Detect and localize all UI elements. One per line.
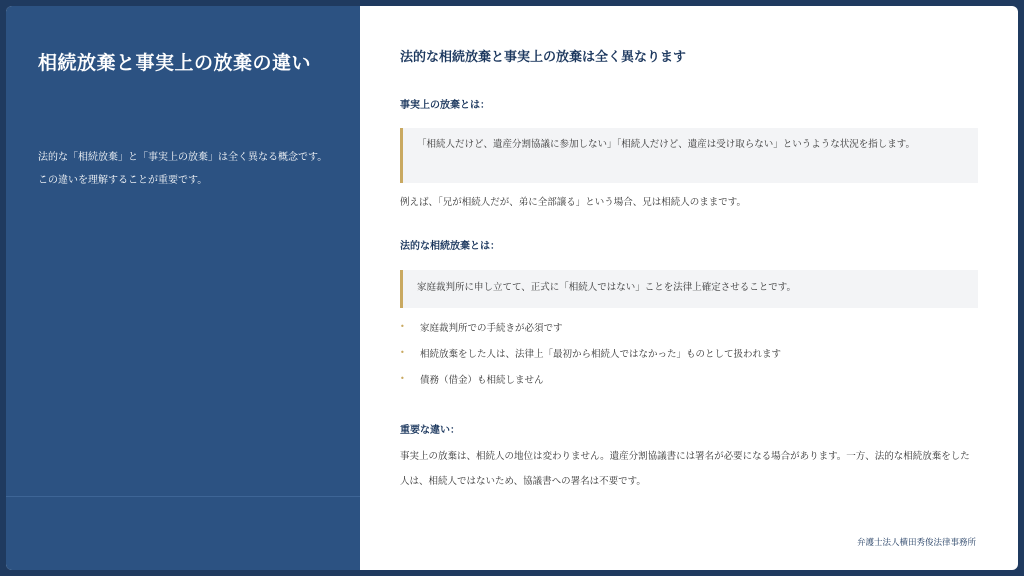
list-item [400,322,781,348]
difference-label: 重要な違い： [400,425,460,436]
de-facto-label: 事実上の放棄とは： [400,100,490,111]
de-facto-quote-text: 「相続人だけど、遺産分割協議に参加しない」「相続人だけど、遺産は受け取らない」というような状況を指します。 [417,139,915,150]
content-heading: 法的な相続放棄と事実上の放棄は全く異なります [400,50,687,65]
slide [6,6,1018,570]
panel-divider [6,496,360,497]
legal-label: 法的な相続放棄とは： [400,241,500,252]
legal-bullet-list [400,322,781,400]
bullet-text: 債務（借金）も相続しません [420,375,544,386]
slide-description: 法的な「相続放棄」と「事実上の放棄」は全く異なる概念です。この違いを理解することが重要です。 [38,152,328,186]
bullet-marker: • [400,374,405,383]
difference-text: 事実上の放棄は、相続人の地位は変わりません。遺産分割協議書には署名が必要になる場合があります。一方、法的な相続放棄をした人は、相続人ではないため、協議書への署名は不要です。 [400,451,970,487]
list-item [400,348,781,374]
bullet-text: 相続放棄をした人は、法律上「最初から相続人ではなかった」ものとして扱われます [420,349,782,360]
bullet-marker: • [400,322,405,331]
legal-quote-text: 家庭裁判所に申し立てて、正式に「相続人ではない」ことを法律上確定させることです。 [417,282,797,293]
de-facto-example: 例えば、「兄が相続人だが、弟に全部譲る」という場合、兄は相続人のままです。 [400,197,746,208]
legal-quote [400,270,978,308]
list-item [400,374,781,400]
slide-title: 相続放棄と事実上の放棄の違い [38,52,312,74]
firm-name: 弁護士法人横田秀俊法律事務所 [856,538,976,548]
right-panel [360,6,1018,570]
de-facto-quote [400,128,978,183]
bullet-marker: • [400,348,405,357]
left-panel [6,6,360,570]
bullet-text: 家庭裁判所での手続きが必須です [420,323,563,334]
